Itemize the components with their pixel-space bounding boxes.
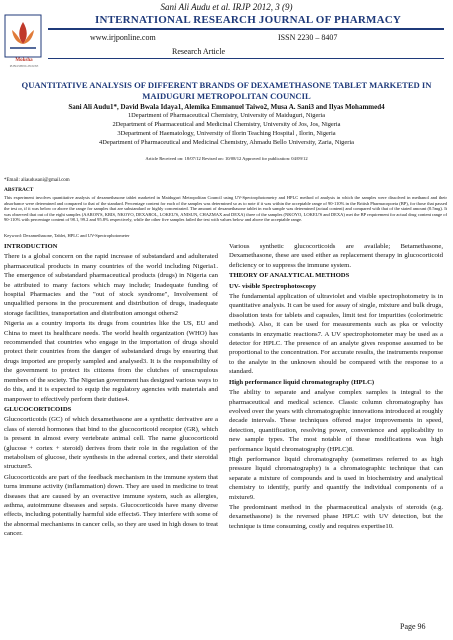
header-divider <box>48 28 444 30</box>
header-divider-2 <box>48 58 444 59</box>
running-header: Sani Ali Audu et al. IRJP 2012, 3 (9) <box>160 2 293 12</box>
section-heading: THEORY OF ANALYTICAL METHODS <box>229 272 350 280</box>
body-paragraph: Nigeria as a country imports its drugs from countries like the US, EU and China to meet its healthcare needs. The world health organization (WHO) has recommended that countries who engage in the importation of drugs should protect their countries from the danger of substandard drugs by ensuring that drugs imported are properly sampled and analysed3. It is the responsibility of the government to protect its citizens from the clutches of unscrupulous members of the society. The Nigerian government has designed various ways to do this, and it is expected to equip the regulatory agencies with materials and manpower to effectively perform their duties4. <box>4 320 218 403</box>
journal-website[interactable]: www.irjponline.com <box>90 33 156 42</box>
article-dates: Article Received on: 18/07/12 Revised on: 10/08/12 Approved for publication: 04/09/12 <box>145 156 308 161</box>
body-paragraph: Various synthetic glucocorticoids are available; Betamethasone, Dexamethasone, these are used either as replacement therapy in glucocorticoid deficiency or to suppress the immune system. <box>229 243 443 269</box>
journal-name: INTERNATIONAL RESEARCH JOURNAL OF PHARMACY <box>94 14 402 26</box>
article-type: Research Article <box>172 47 226 56</box>
right-column <box>229 242 443 532</box>
moksha-logo <box>4 14 42 62</box>
body-paragraph: The predominant method in the pharmaceutical analysis of steroids (e.g. dexamethasone) is the reversed phase HPLC with UV detection, but the technique is time consuming, costly and requires expertise10. <box>229 503 443 530</box>
page-number: Page 96 <box>400 622 426 631</box>
body-paragraph: High performance liquid chromatography (sometimes referred to as high pressure liquid chromatography) is a chromatographic technique that can separate a mixture of compounds and is used in biochemistry and analytical chemistry to identify, purify and quantify the individual components of a mixture9. <box>229 455 443 501</box>
affiliation-4: 4Department of Pharmaceutical and Medicinal Chemistry, Ahmadu Bello University, Zaria, Nigeria <box>99 139 354 146</box>
body-paragraph: The fundamental application of ultraviolet and visible spectrophotometry is in quantitative analysis. It can be used for assay of single, mixture and bulk drugs, dissolution tests for tablets and capsules, limit test for impurities (colorimetric methods). Also, it can be used for measurements such as pka or velocity constants in enzymatic reactions7. A UV spectrophotometer may be used as a detector for HPLC. The presence of an analyte gives response assumed to be proportional to the concentration. For accurate results, the instruments response to the analyte in the unknown should be compared with the response to a standard. <box>229 293 443 376</box>
abstract-text: This experiment involves quantitative analysis of dexamethasone tablet marketed in Maiduguri Metropolitan Council using UV-Spectrophotometry and HPLC method of analysis in which the samples were dissolved in methanol and their absorbance were determined and compared to that of the standard. Percentage content for each of the samples was determined so as to note if it was within the acceptable range of 90-110% in the British Pharmacopoeia (BP), for those that passed the test or, if it was below or above the range for samples that are substandard or highly concentrated. The amount of dexamethasone tablet in each sample was determined (actual content) and compared with that of the stated amount (0.5mg). It was observed that out of the eight samples (AARON'S, KRIS, NKOYO, DEXAROL, LOKEU'S, ANISUN, CHAZMAX and DEXA) three of the samples (NKOYO, LOKEU'S and DEXA) met the BP requirement for actual drug content range of 90-110% with percentage content of 98.1, 99.2 and 95.8% respectively, while the other five samples failed the test with values below and above the acceptable range. <box>4 195 447 223</box>
body-paragraph: There is a global concern on the rapid increase of substandard and adulterated pharmaceutical products in many countries of the world including Nigeria1. The emergence of substandard pharmaceutical products (drugs) in Nigeria can be attributed to many factors which may include; Inadequate funding of hospital Pharmacies and the "out of stock syndrome", Involvement of unqualified persons in the procurement and distribution of drugs, inadequate storage facilities, transportation and distribution amongst others2 <box>4 253 218 317</box>
affiliation-1: 1Department of Pharmaceutical Chemistry, University of Maiduguri, Nigeria <box>127 112 326 119</box>
lotus-icon <box>4 14 42 58</box>
abstract-heading: ABSTRACT <box>4 187 34 193</box>
logo-subtitle: PUBLISHING HOUSE <box>9 64 39 68</box>
section-heading: INTRODUCTION <box>4 243 58 250</box>
left-column <box>4 242 218 540</box>
title-line-2: MAIDUGURI METROPOLITAN COUNCIL <box>142 90 311 101</box>
corresponding-email[interactable]: *Email: aliaudusani@gmail.com <box>4 178 70 183</box>
keywords: Keyword: Dexamethasone, Tablet, HPLC and UV-Spectrophotometer <box>4 233 130 238</box>
body-paragraph: Glucocorticoids are part of the feedback mechanism in the immune system that turns immune activity (inflammation) down. They are used in medicine to treat diseases that are caused by an overactive immune system, such as allergies, asthma, autoimmune diseases and sepsis. Glucocorticoids have many diverse effects, including potentially harmful side effects6. They interfere with some of the abnormal mechanisms in cancer cells, so they are used in high doses to treat cancer. <box>4 473 218 538</box>
author-list: Sani Ali Audu1*, David Bwala Idaya1, Alemika Emmanuel Taiwo2, Musa A. Sani3 and Ilyas Mohammed4 <box>68 103 385 111</box>
section-heading: GLUCOCORTICOIDS <box>4 405 72 413</box>
body-paragraph: Glucocorticoids (GC) of which dexamethasone are a synthetic derivative are a class of steroid hormones that bind to the glucocorticoid receptor (GR), which is present in almost every vertebrate animal cell. The name glucocorticoid (glucose + cortex + steroid) derives from their role in the regulation of the metabolism of glucose, their synthesis in the adrenal cortex, and their steroidal structure5. <box>4 416 218 471</box>
affiliation-3: 3Department of Haematology, University of Ilorin Teaching Hospital , Ilorin, Nigeria <box>117 130 336 137</box>
section-heading: High performance liquid chromatography (HPLC) <box>229 378 375 386</box>
affiliation-2: 2Department of Pharmaceutical and Medicinal Chemistry, University of Jos, Jos, Nigeria <box>112 121 341 128</box>
logo-name: Moksha <box>15 58 33 63</box>
issn: ISSN 2230 – 8407 <box>278 33 338 42</box>
article-title <box>14 80 439 101</box>
section-heading: UV- visible Spectrophotoscopy <box>229 282 317 290</box>
body-paragraph: The ability to separate and analyse complex samples is integral to the pharmaceutical and medical science. Classic column chromatography has evolved over the years with chromatographic innovations introduced at roughly decade intervals. These techniques offered major improvements in speed, detection, quantification, resolving power, convenience and applicability to new sample types. The most notable of these modifications was high performance liquid chromatography (HPLC)8. <box>229 389 443 453</box>
title-line-1: QUANTITATIVE ANALYSIS OF DIFFERENT BRANDS OF DEXAMETHASONE TABLET MARKETED IN <box>21 80 432 90</box>
